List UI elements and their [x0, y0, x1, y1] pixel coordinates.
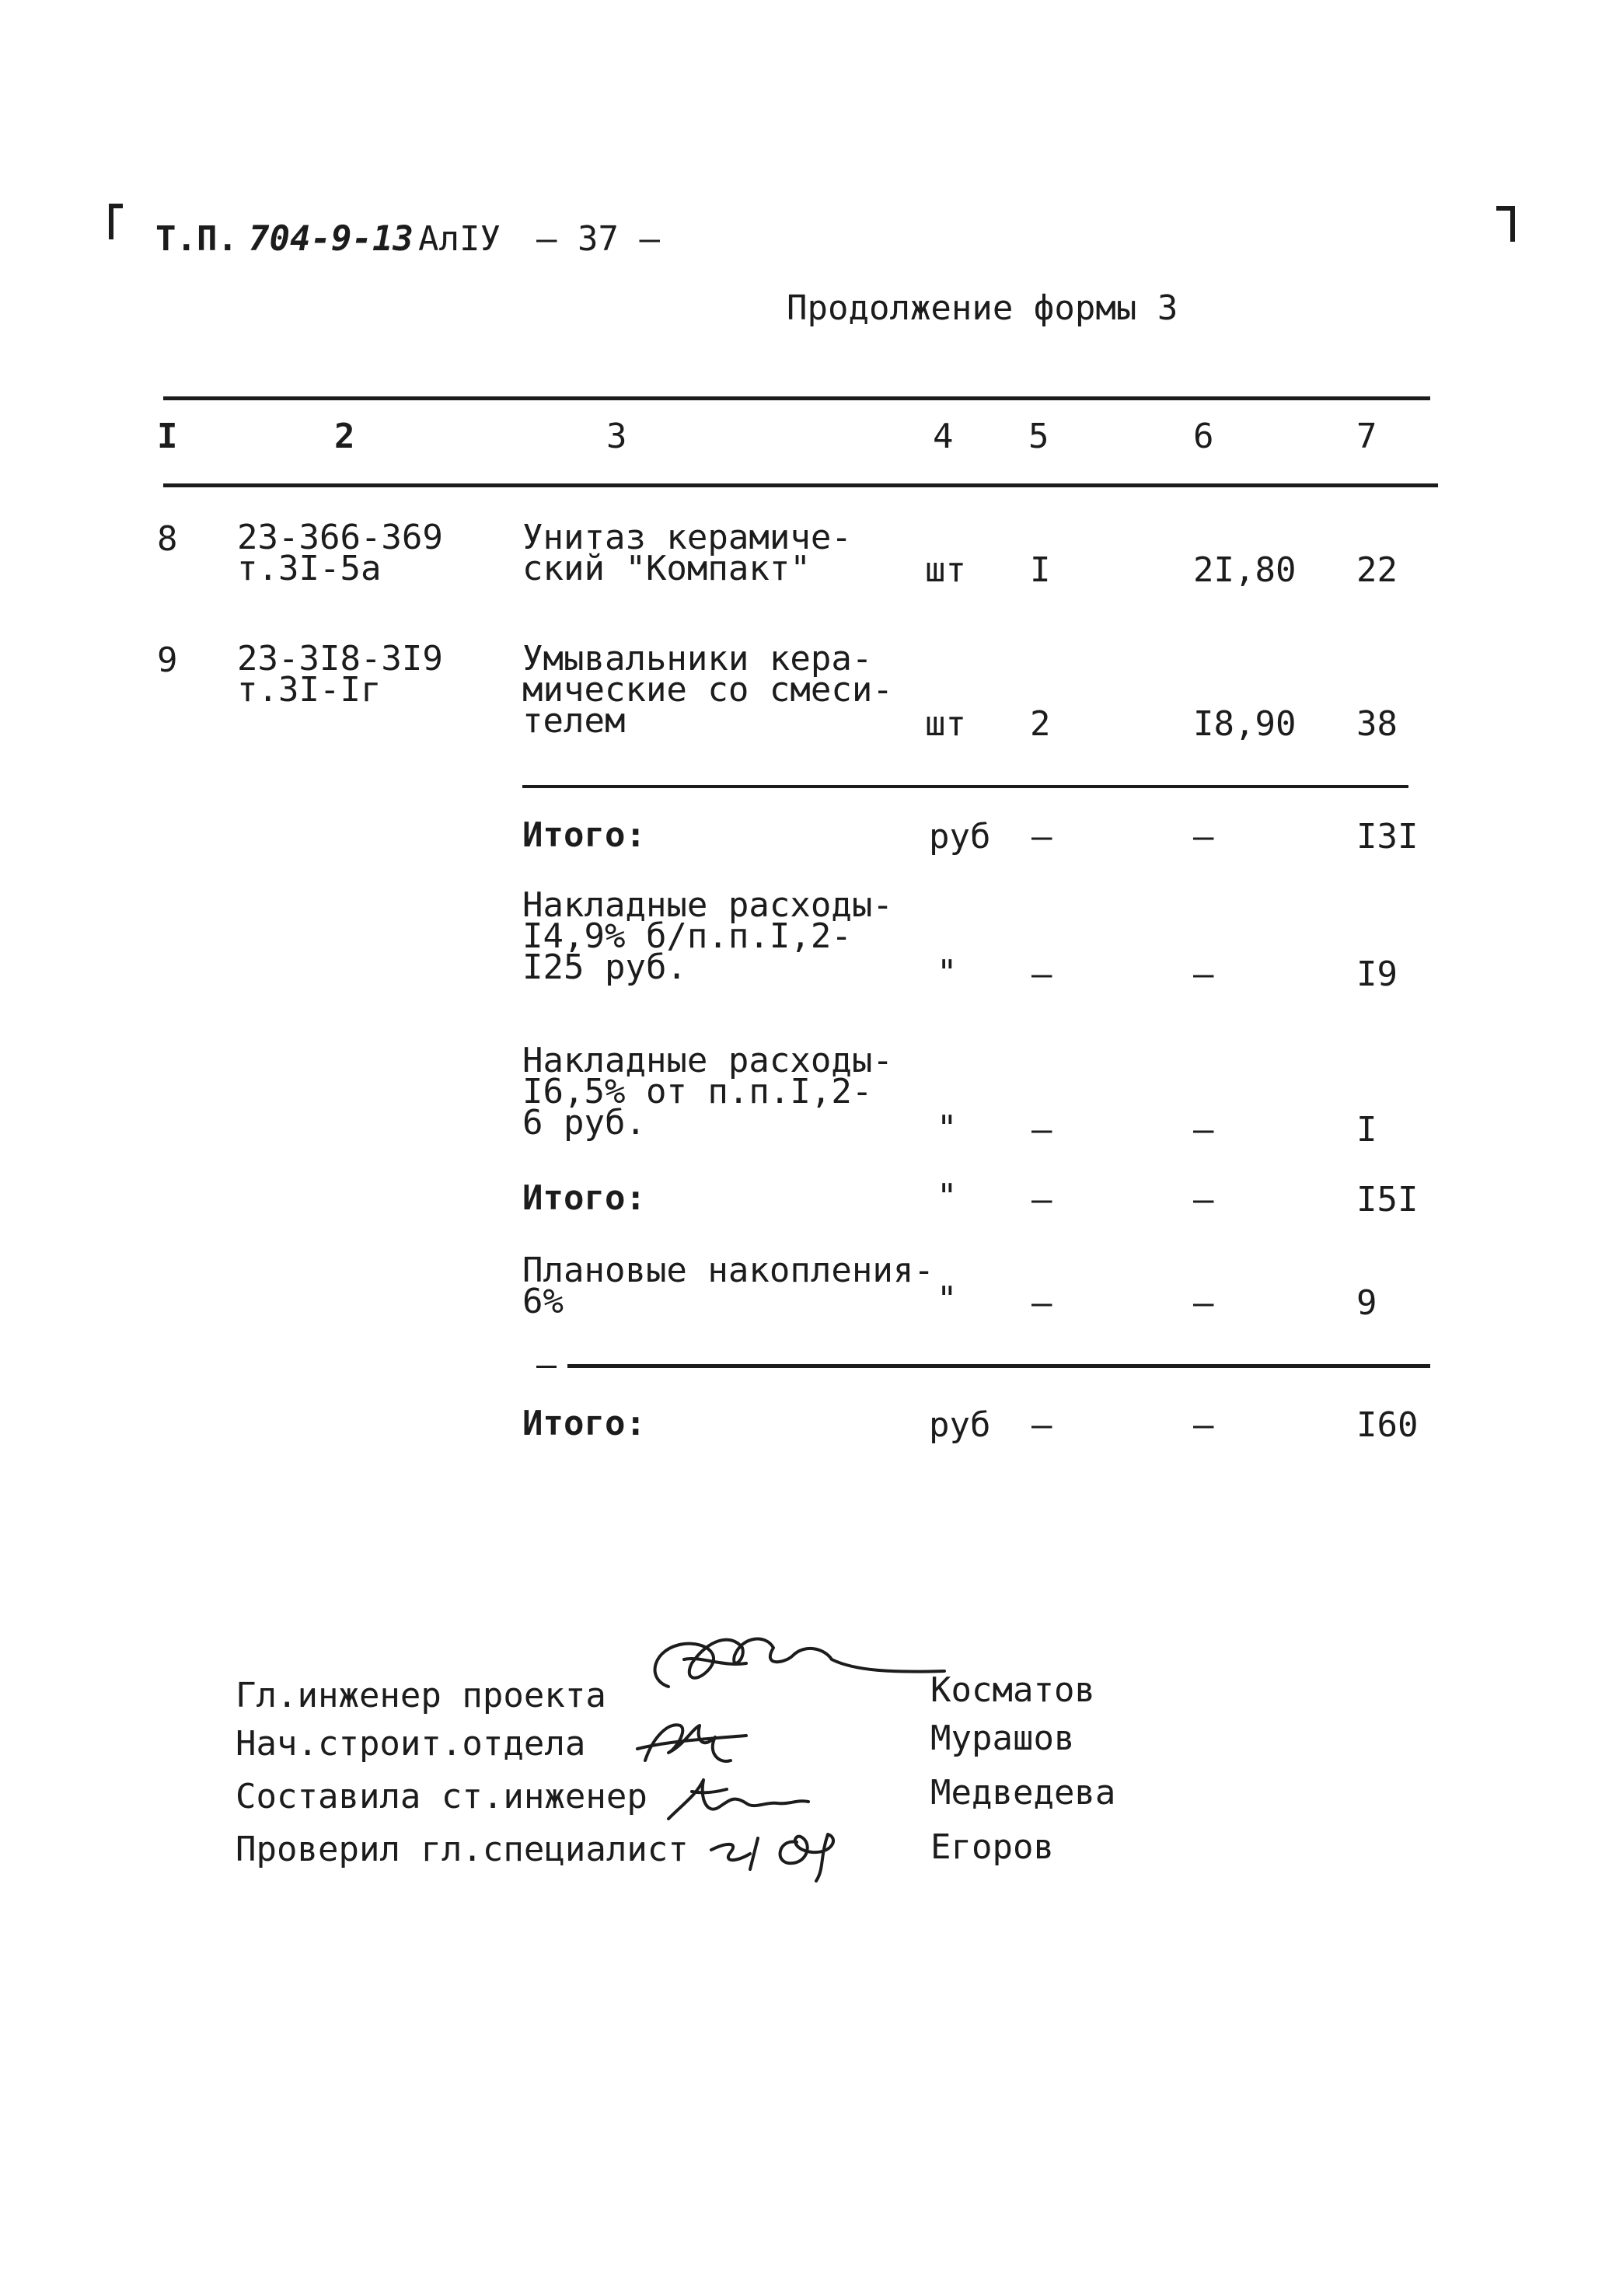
grand-total-unit: руб: [929, 1405, 991, 1445]
summary-overhead-1-price: –: [1193, 954, 1214, 994]
summary-total-2-qty: –: [1031, 1180, 1052, 1220]
signature-scribble-egorov: [703, 1807, 867, 1885]
grand-total-rule-dash: [536, 1366, 557, 1368]
summary-total-1-unit: руб: [929, 817, 991, 857]
signature-role-chief-specialist: Проверил гл.специалист: [236, 1830, 689, 1869]
row-9-qty: 2: [1030, 704, 1051, 744]
corner-mark-top-right: [1496, 206, 1515, 242]
summary-overhead-2-value: I: [1356, 1110, 1377, 1150]
summary-total-1-price: –: [1193, 817, 1214, 857]
column-header-3: 3: [606, 417, 627, 456]
column-header-4: 4: [933, 417, 954, 456]
summary-overhead-2-price: –: [1193, 1110, 1214, 1150]
signature-role-chief-engineer: Гл.инженер проекта: [236, 1676, 606, 1715]
summary-overhead-2-unit: ": [937, 1108, 958, 1148]
column-header-2: 2: [334, 417, 355, 456]
summary-total-1-qty: –: [1031, 817, 1052, 857]
signature-name-chief-specialist: Егоров: [930, 1827, 1054, 1867]
row-8-unit: шт: [925, 550, 966, 590]
row-9-number: 9: [157, 640, 178, 680]
page-number: — 37 —: [536, 219, 660, 259]
row-8-number: 8: [157, 519, 178, 559]
summary-total-2-label: Итого:: [522, 1178, 646, 1218]
summary-planned-savings-qty: –: [1031, 1283, 1052, 1323]
signature-name-chief-engineer: Косматов: [930, 1670, 1095, 1710]
column-header-7: 7: [1356, 417, 1377, 456]
row-9-total: 38: [1356, 704, 1398, 744]
summary-planned-savings-label: Плановые накопления- 6%: [522, 1251, 934, 1321]
grand-total-rule: [567, 1364, 1430, 1368]
summary-planned-savings-unit: ": [937, 1279, 958, 1319]
signature-name-senior-engineer: Медведева: [930, 1773, 1116, 1813]
header-series: 704-9-13: [249, 219, 414, 259]
row-9-unit: шт: [925, 704, 966, 744]
summary-total-2-unit: ": [937, 1177, 958, 1216]
row-8-code: 23-366-369 т.3I-5а: [237, 518, 443, 588]
signature-role-senior-engineer: Составила ст.инженер: [236, 1777, 647, 1816]
summary-overhead-2-label: Накладные расходы- I6,5% от п.п.I,2- 6 руб.: [522, 1041, 893, 1143]
row-8-name: Унитаз керамиче- ский "Компакт": [522, 518, 852, 588]
row-9-name: Умывальники кера- мические со смеси- телем: [522, 639, 893, 741]
summary-overhead-1-unit: ": [937, 953, 958, 993]
summary-overhead-1-value: I9: [1356, 954, 1398, 994]
signature-role-head-construction: Нач.строит.отдела: [236, 1724, 586, 1764]
row-8-price: 2I,80: [1193, 550, 1297, 590]
summary-overhead-1-qty: –: [1031, 954, 1052, 994]
signature-name-head-construction: Мурашов: [930, 1719, 1075, 1758]
header-album: АлIУ: [418, 219, 501, 259]
form-subtitle: Продолжение формы 3: [787, 288, 1178, 328]
row-8-qty: I: [1030, 550, 1051, 590]
grand-total-value: I60: [1356, 1405, 1419, 1445]
table-top-rule: [163, 396, 1430, 400]
summary-planned-savings-price: –: [1193, 1283, 1214, 1323]
grand-total-qty: –: [1031, 1405, 1052, 1445]
row-9-price: I8,90: [1193, 704, 1297, 744]
summary-overhead-2-qty: –: [1031, 1110, 1052, 1150]
items-rule: [522, 785, 1408, 788]
grand-total-label: Итого:: [522, 1404, 646, 1443]
row-9-code: 23-3I8-3I9 т.3I-Iг: [237, 639, 443, 710]
row-8-total: 22: [1356, 550, 1398, 590]
header-prefix: Т.П.: [155, 219, 238, 259]
summary-total-2-value: I5I: [1356, 1180, 1419, 1220]
summary-total-1-value: I3I: [1356, 817, 1419, 857]
summary-total-2-price: –: [1193, 1180, 1214, 1220]
summary-planned-savings-value: 9: [1356, 1283, 1377, 1323]
summary-total-1-label: Итого:: [522, 815, 646, 855]
signature-scribble-kosmatov: [637, 1624, 948, 1710]
column-header-1: I: [157, 417, 178, 456]
column-header-6: 6: [1193, 417, 1214, 456]
corner-mark-top-left: [109, 204, 123, 239]
table-header-rule: [163, 483, 1438, 487]
column-header-5: 5: [1028, 417, 1049, 456]
grand-total-price: –: [1193, 1405, 1214, 1445]
summary-overhead-1-label: Накладные расходы- I4,9% б/п.п.I,2- I25 руб.: [522, 885, 893, 987]
